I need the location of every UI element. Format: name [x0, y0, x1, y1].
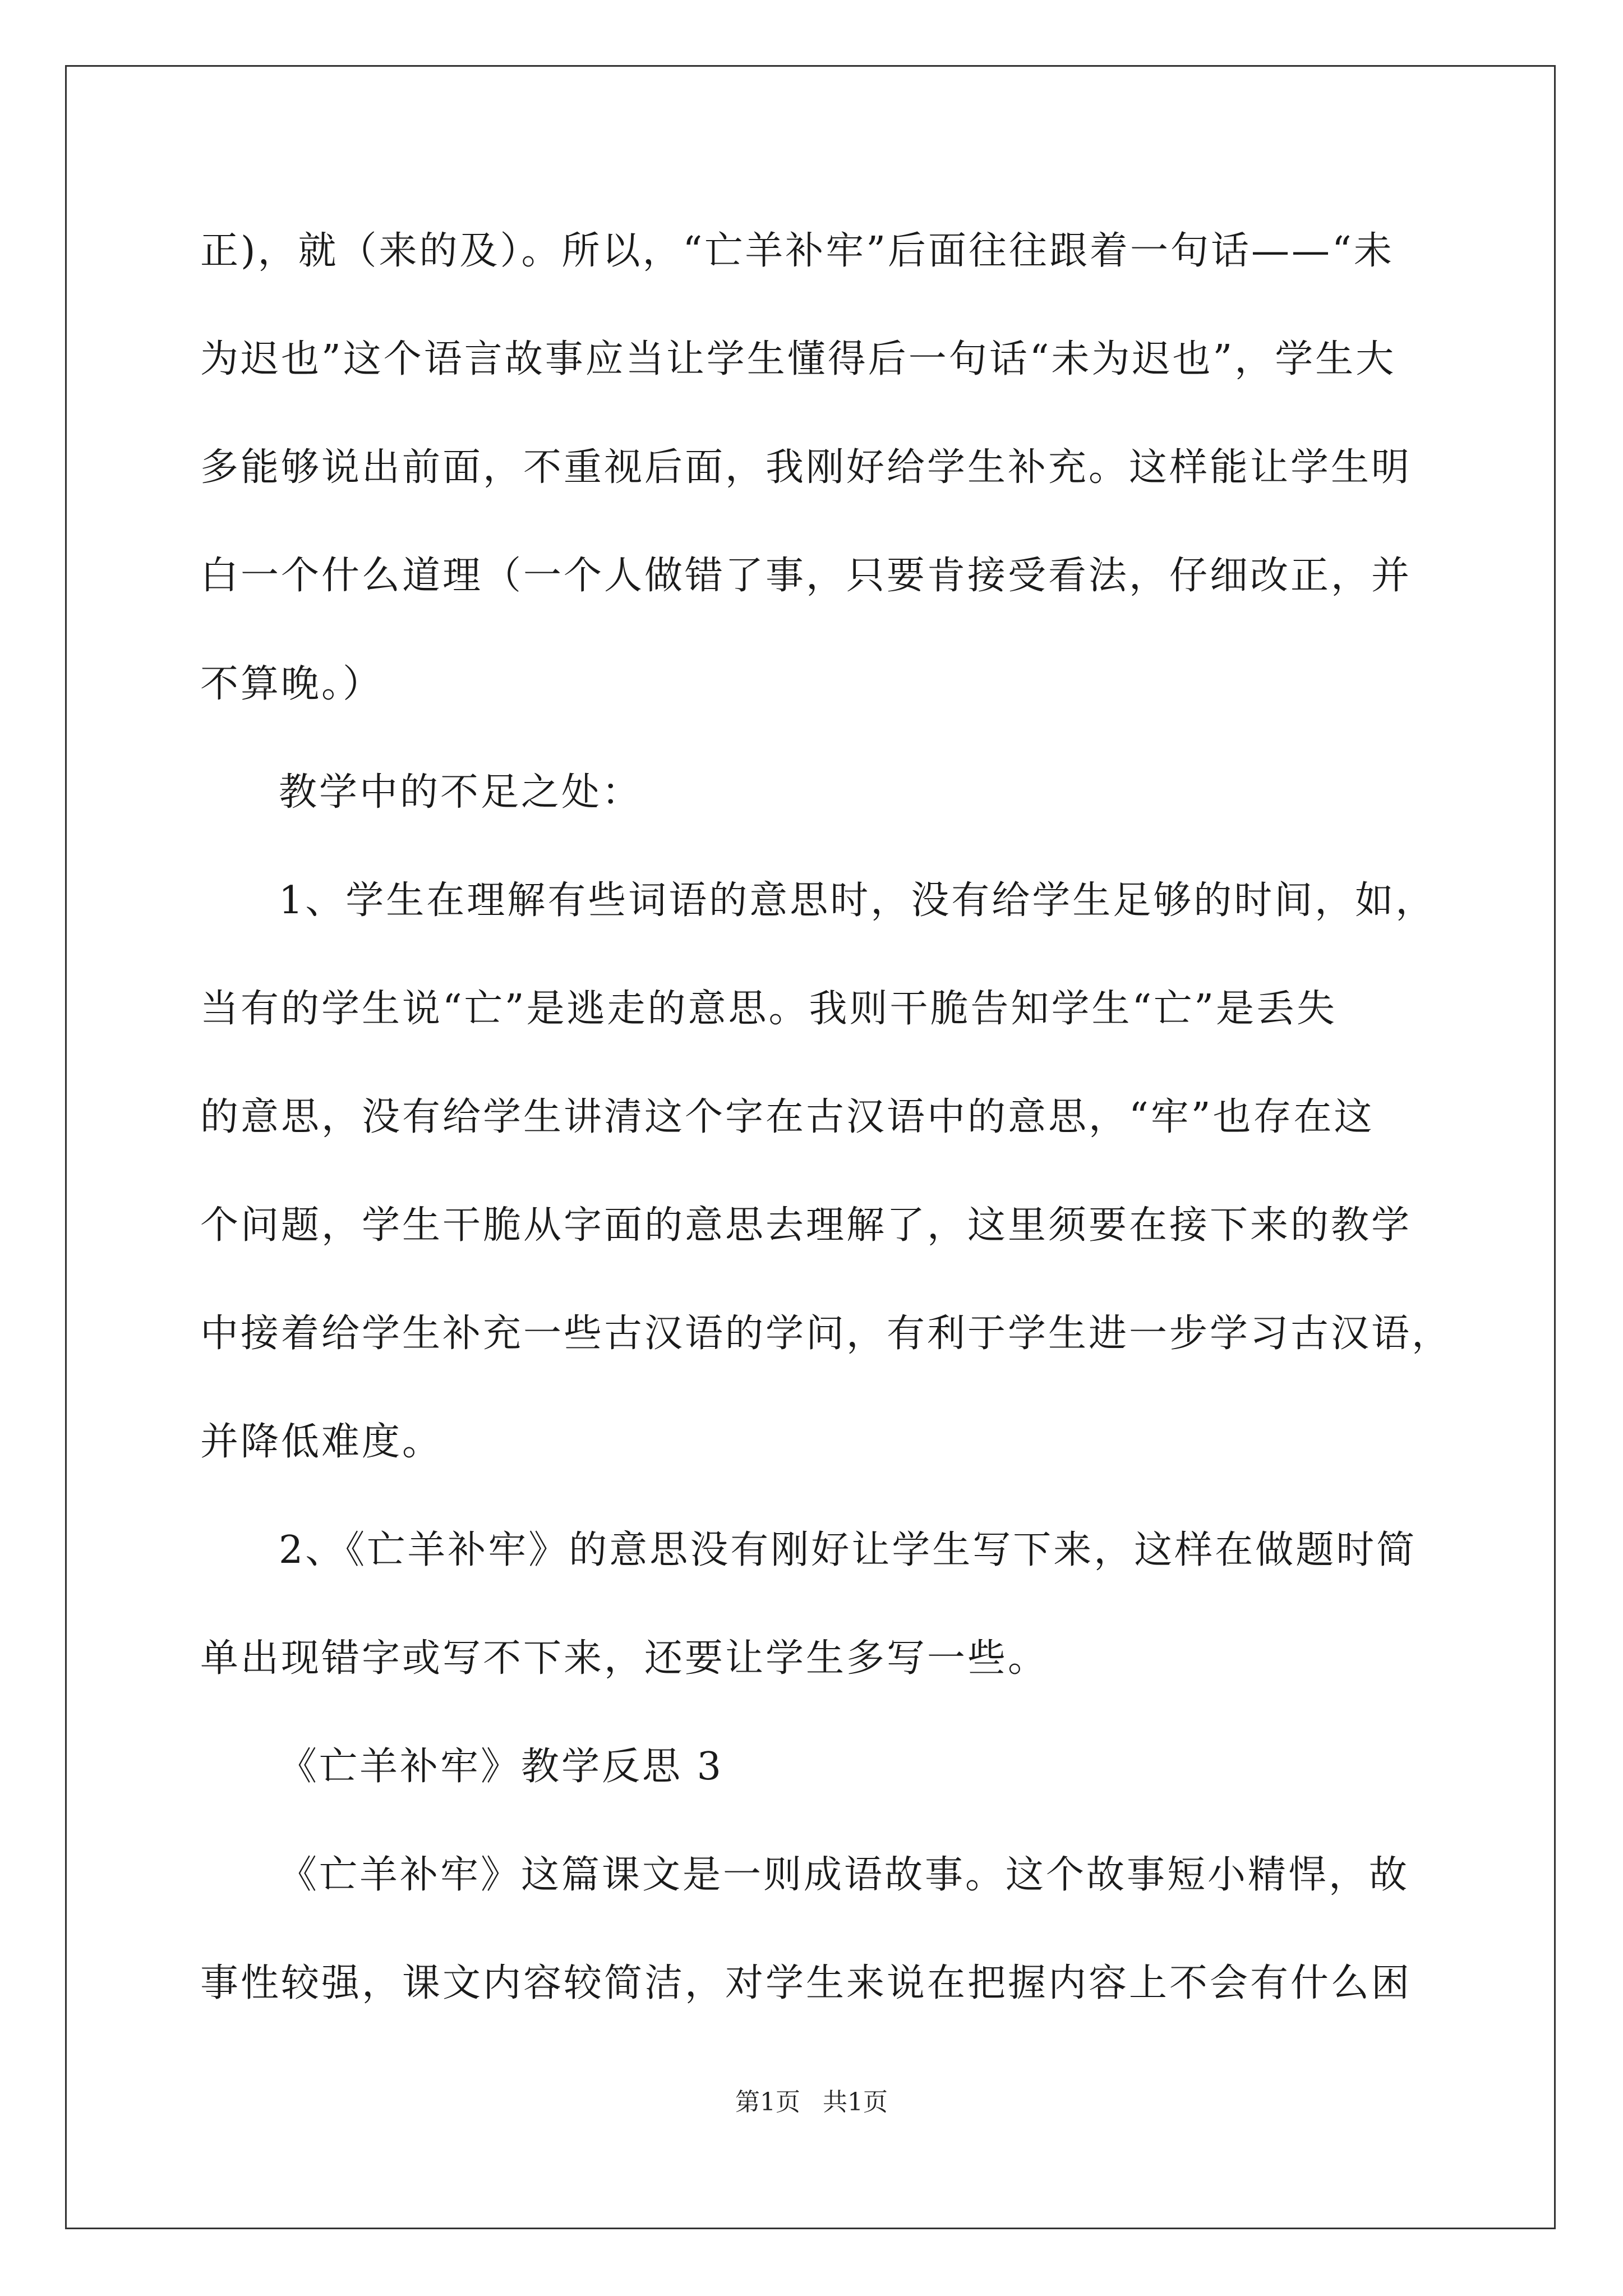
text-line: 为迟也”这个语言故事应当让学生懂得后一句话“未为迟也”，学生大 [200, 337, 1396, 381]
text-line: 2、《亡羊补牢》的意思没有刚好让学生写下来，这样在做题时简 [279, 1528, 1417, 1572]
page-total: 共1页 [823, 2088, 888, 2116]
text-line: 事性较强，课文内容较简洁，对学生来说在把握内容上不会有什么困 [200, 1961, 1412, 2005]
page-footer [0, 2086, 1623, 2119]
text-line: 的意思，没有给学生讲清这个字在古汉语中的意思，“牢”也存在这 [200, 1095, 1375, 1139]
text-line: 白一个什么道理（一个人做错了事，只要肯接受看法，仔细改正，并 [200, 554, 1412, 598]
section-heading: 教学中的不足之处： [279, 770, 643, 815]
text-line: 《亡羊补牢》这篇课文是一则成语故事。这个故事短小精悍，故 [279, 1853, 1410, 1897]
section-heading: 《亡羊补牢》教学反思 3 [279, 1745, 723, 1789]
text-line: 多能够说出前面，不重视后面，我刚好给学生补充。这样能让学生明 [200, 445, 1412, 490]
text-line: 中接着给学生补充一些古汉语的学问，有利于学生进一步学习古汉语， [200, 1312, 1453, 1356]
text-line: 当有的学生说“亡”是逃走的意思。我则干脆告知学生“亡”是丢失 [200, 987, 1338, 1031]
text-line: 正)，就（来的及）。所以，“亡羊补牢”后面往往跟着一句话——“未 [200, 229, 1394, 273]
text-line: 个问题，学生干脆从字面的意思去理解了，这里须要在接下来的教学 [200, 1203, 1412, 1248]
text-line: 不算晚。） [200, 662, 384, 706]
page-number: 第1页 [735, 2088, 800, 2116]
text-line: 单出现错字或写不下来，还要让学生多写一些。 [200, 1636, 1049, 1681]
text-line: 并降低难度。 [200, 1420, 443, 1464]
text-line: 1、学生在理解有些词语的意思时，没有给学生足够的时间，如， [279, 878, 1436, 923]
